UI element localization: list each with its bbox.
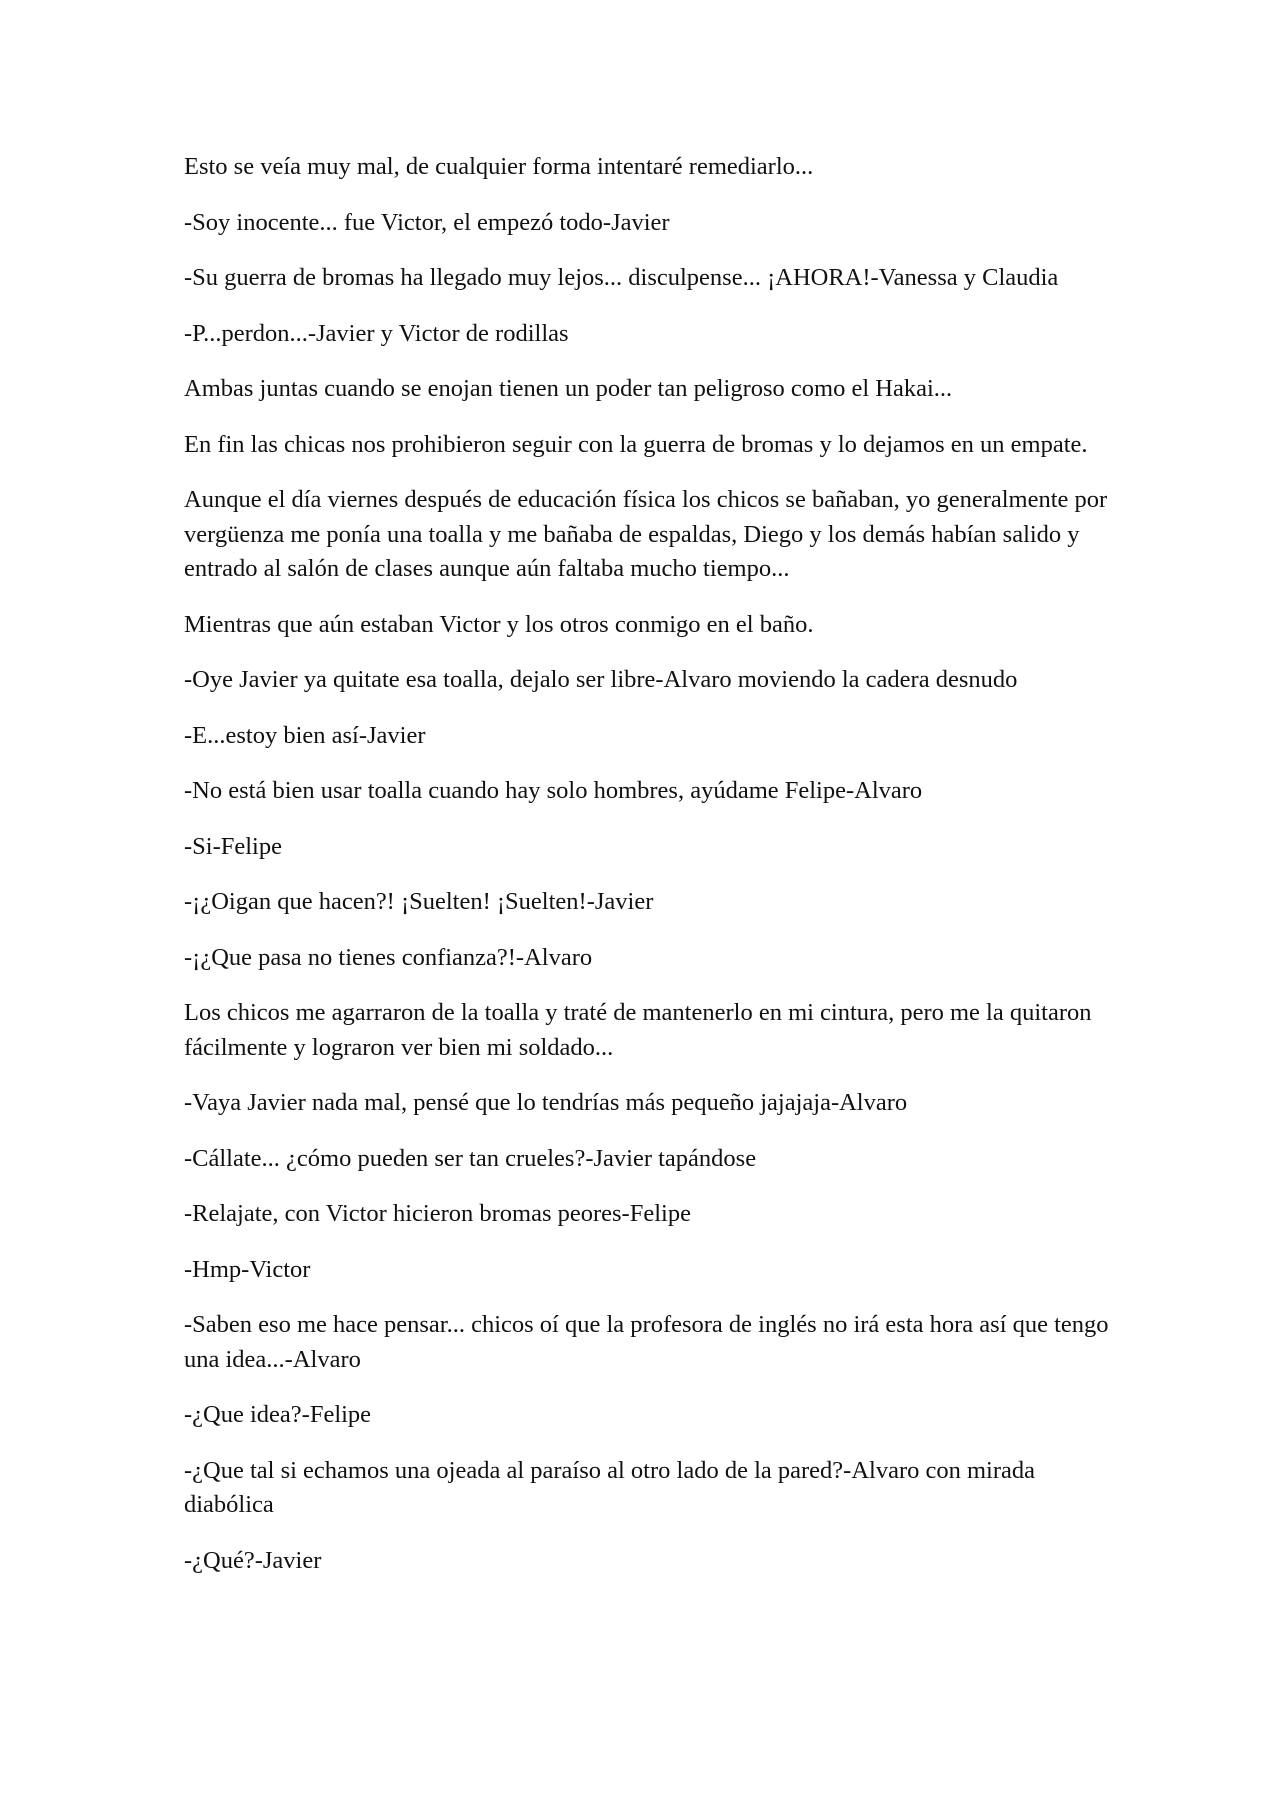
paragraph-14: -¡¿Que pasa no tienes confianza?!-Alvaro xyxy=(184,943,593,971)
paragraph-12: -Si-Felipe xyxy=(184,832,282,860)
document-page xyxy=(184,150,1114,1599)
paragraph-1: Esto se veía muy mal, de cualquier forma intentaré remediarlo... xyxy=(184,153,814,180)
paragraph-4: -P...perdon...-Javier y Victor de rodillas xyxy=(184,319,569,347)
paragraph-20: -Saben eso me hace pensar... chicos oí que la profesora de inglés no irá esta hora así que tengo una idea...-Alvaro xyxy=(184,1311,1109,1373)
paragraph-5: Ambas juntas cuando se enojan tienen un poder tan peligroso como el Hakai... xyxy=(184,375,953,402)
paragraph-17: -Cállate... ¿cómo pueden ser tan crueles?-Javier tapándose xyxy=(184,1144,757,1172)
paragraph-3: -Su guerra de bromas ha llegado muy lejos... disculpense... ¡AHORA!-Vanessa y Claudia xyxy=(184,264,1059,291)
paragraph-2: -Soy inocente... fue Victor, el empezó todo-Javier xyxy=(184,208,670,236)
paragraph-16: -Vaya Javier nada mal, pensé que lo tendrías más pequeño jajajaja-Alvaro xyxy=(184,1089,908,1116)
paragraph-19: -Hmp-Victor xyxy=(184,1255,311,1283)
paragraph-8: Mientras que aún estaban Victor y los otros conmigo en el baño. xyxy=(184,610,814,638)
paragraph-22: -¿Que tal si echamos una ojeada al paraíso al otro lado de la pared?-Alvaro con mirada diabólica xyxy=(184,1456,1036,1518)
paragraph-6: En fin las chicas nos prohibieron seguir con la guerra de bromas y lo dejamos en un empate. xyxy=(184,430,1088,458)
paragraph-15: Los chicos me agarraron de la toalla y traté de mantenerlo en mi cintura, pero me la quitaron fácilmente y lograron ver bien mi soldado... xyxy=(184,999,1092,1061)
paragraph-18: -Relajate, con Victor hicieron bromas peores-Felipe xyxy=(184,1200,691,1227)
paragraph-21: -¿Que idea?-Felipe xyxy=(184,1401,372,1428)
paragraph-9: -Oye Javier ya quitate esa toalla, dejalo ser libre-Alvaro moviendo la cadera desnudo xyxy=(184,666,1018,693)
paragraph-23: -¿Qué?-Javier xyxy=(184,1546,322,1574)
paragraph-11: -No está bien usar toalla cuando hay solo hombres, ayúdame Felipe-Alvaro xyxy=(184,777,923,804)
paragraph-7: Aunque el día viernes después de educación física los chicos se bañaban, yo generalmente por vergüenza me ponía una toalla y me bañaba de espaldas, Diego y los demás habían salido y entrado al salón de clases aunque aún faltaba mucho tiempo... xyxy=(184,486,1108,582)
paragraph-10: -E...estoy bien así-Javier xyxy=(184,721,426,749)
paragraph-13: -¡¿Oigan que hacen?! ¡Suelten! ¡Suelten!-Javier xyxy=(184,888,654,915)
